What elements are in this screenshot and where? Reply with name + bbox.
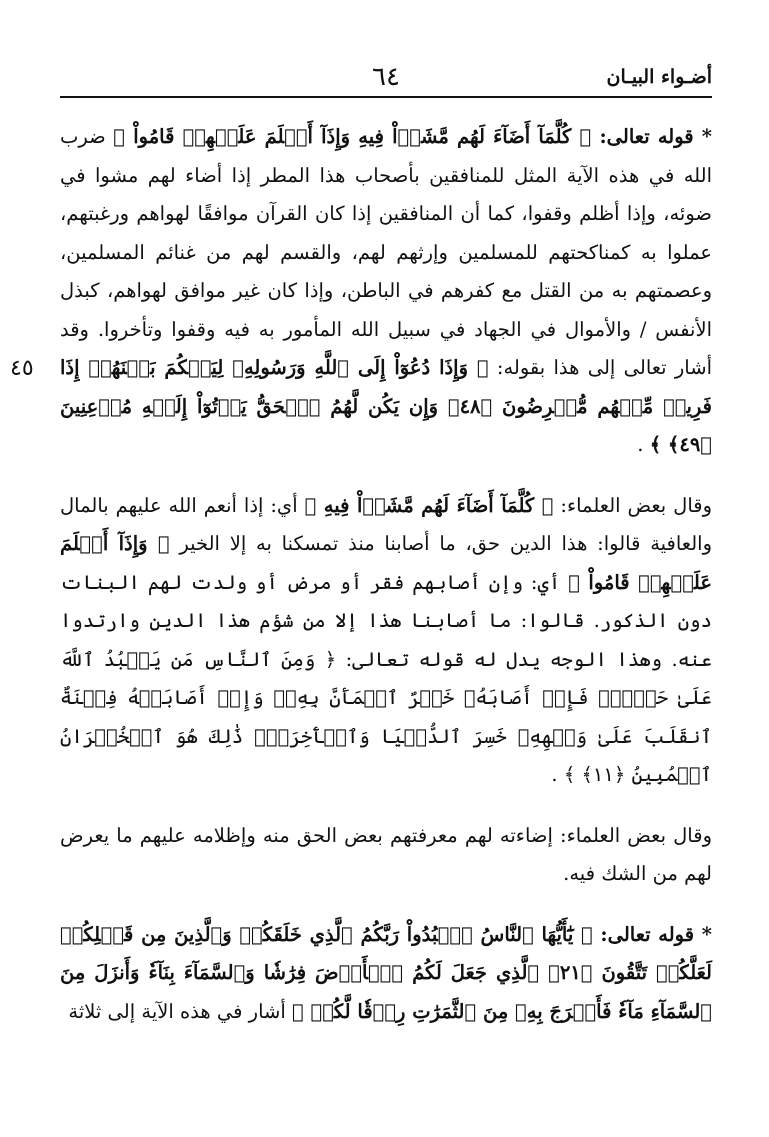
paragraph-text: أشار في هذه الآية إلى ثلاثة (68, 999, 292, 1023)
paragraph-tail: أي: وإن أصابهم فقر أو مرض أو ولدت لهم البنات دون الذكور. قالوا: ما أصابنا هذا إلا من شؤم هذا الدين وارتدوا عنه. وهذا الوجه يدل له قوله تعالى: ﴿ وَمِنَ ٱلنَّاسِ مَن يَعۡبُدُ ٱللَّهَ عَلَىٰ حَرۡفٖۖ فَإِنۡ أَصَابَهُۥ خَيۡرٌ ٱطۡمَأَنَّ بِهِۦۖ وَإِنۡ أَصَابَتۡهُ فِتۡنَةٌ ٱنقَلَبَ عَلَىٰ وَجۡهِهِۦ خَسِرَ ٱلدُّنۡيَا وَٱلۡأٓخِرَةَۚ ذَٰلِكَ هُوَ ٱلۡخُسۡرَانُ ٱلۡمُبِينُ ﴿١١﴾ ﴾ . (60, 570, 712, 786)
page-number: ٦٤ (372, 62, 400, 92)
margin-page-marker: ٤٥ (10, 356, 34, 381)
running-title: أضـواء البيـان (606, 66, 712, 88)
paragraph-lead: وقال بعض العلماء: (553, 493, 713, 517)
quran-verse: ﴿ يَٰٓأَيُّهَا ٱلنَّاسُ ٱعۡبُدُواْ رَبَّكُمُ ٱلَّذِي خَلَقَكُمۡ وَٱلَّذِينَ مِن قَبۡلِكُمۡ لَعَلَّكُمۡ تَتَّقُونَ ﴿٢١﴾ ٱلَّذِي جَعَلَ لَكُمُ ٱلۡأَرۡضَ فِرَٰشٗا وَٱلسَّمَآءَ بِنَآءٗ وَأَنزَلَ مِنَ ٱلسَّمَآءِ مَآءٗ فَأَخۡرَجَ بِهِۦ مِنَ ٱلثَّمَرَٰتِ رِزۡقٗا لَّكُمۡ ﴾ (60, 922, 712, 1023)
paragraph-2 (60, 487, 712, 795)
page-body (60, 118, 712, 1031)
paragraph-lead: وقال بعض العلماء: (552, 823, 712, 847)
paragraph-4 (60, 916, 712, 1032)
page-header (60, 62, 712, 98)
paragraph-lead: * قوله تعالى: (592, 922, 712, 946)
quran-verse: ﴿ كُلَّمَآ أَضَآءَ لَهُم مَّشَوۡاْ فِيهِ وَإِذَآ أَظۡلَمَ عَلَيۡهِمۡ قَامُواْ ﴾ (113, 125, 592, 148)
paragraph-text: إضاءته لهم معرفتهم بعض الحق منه وإظلامه عليهم ما يعرض لهم من الشك فيه. (60, 823, 712, 885)
quran-verse: ﴿ كُلَّمَآ أَضَآءَ لَهُم مَّشَوۡاْ فِيهِ ﴾ (304, 493, 554, 517)
paragraph-1 (60, 118, 712, 465)
paragraph-text: ضرب الله في هذه الآية المثل للمنافقين بأصحاب هذا المطر إذا أضاء لهم مشوا في ضوئه، وإذا أظلم وقفوا، كما أن المنافقين إذا كان القرآن موافقًا لهواهم ورغبتهم، عملوا به كمناكحتهم للمسلمين وإرثهم لهم، والقسم لهم من غنائم المسلمين، وعصمتهم به من القتل مع كفرهم في الباطن، وإذا كان غير موافق لهواهم، كبذل الأنفس / والأموال في الجهاد في سبيل الله المأمور به فيه وقفوا وتأخروا. وقد أشار تعالى إلى هذا بقوله: (60, 125, 712, 379)
quran-verse: ﴿ وَإِذَا دُعُوٓاْ إِلَى ٱللَّهِ وَرَسُولِهِۦ لِيَحۡكُمَ بَيۡنَهُمۡ إِذَا فَرِيقٞ مِّنۡهُم مُّعۡرِضُونَ ﴿٤٨﴾ وَإِن يَكُن لَّهُمُ ٱلۡحَقُّ يَأۡتُوٓاْ إِلَيۡهِ مُذۡعِنِينَ ﴿٤٩﴾ ﴾ (60, 356, 712, 456)
paragraph-lead: * قوله تعالى: (591, 125, 713, 148)
paragraph-3 (60, 817, 712, 894)
quran-verse: ﴿ وَإِذَآ أَظۡلَمَ عَلَيۡهِمۡ قَامُواْ ﴾ (60, 532, 713, 594)
paragraph-text: أي: إذا أنعم الله عليهم بالمال والعافية قالوا: هذا الدين حق، ما أصابنا منذ تمسكنا به إلا الخير (60, 493, 712, 555)
paragraph-tail: . (637, 433, 650, 456)
